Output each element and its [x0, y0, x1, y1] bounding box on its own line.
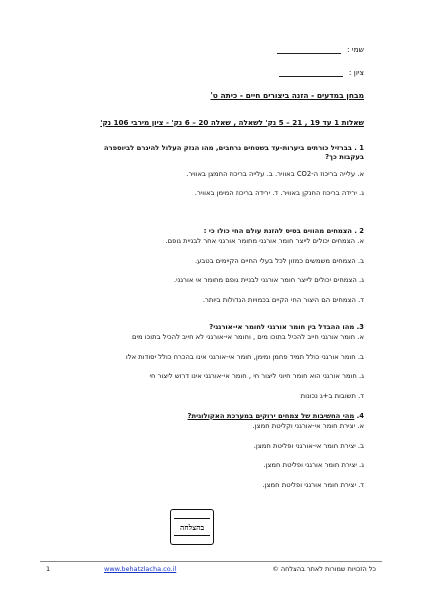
- question-4-option-b: ב. יצירת חומר אי-אורגני ופליטת חמצן.: [253, 442, 364, 450]
- grade-blank-line: [279, 68, 343, 77]
- page-title: מבחן במדעים - הזנה ביצורים חיים - כיתה ט': [210, 91, 364, 100]
- question-3-option-a: א. חומר אורגני חייב להכיל בתוכו מים , וחומר אי-אורגני לא חייב להכיל בתוכו מים: [132, 333, 364, 341]
- question-1-options-row2: ג. ירידה בריכוז החנקן באוויר. ד. ירידה בריכוז המימן באוויר.: [194, 189, 364, 197]
- logo-text: בהצלחה: [174, 518, 210, 536]
- question-1-options-row1: א. עלייה בריכוז ה-CO2 באוויר. ב. עלייה בריכוז החמצן באוויר.: [186, 170, 364, 178]
- question-3-stem: [40, 323, 364, 332]
- question-3-option-d: ד. תשובות ב+ג נכונות: [300, 392, 364, 400]
- footer-copyright: כל הזכויות שמורות לאתר בהצלחה ©: [272, 565, 376, 573]
- question-4-option-c: ג. יצירת חומר אורגני ופליטת חמצן.: [263, 461, 364, 469]
- question-3-text: 3. מהו ההבדל בין חומר אורגני לחומר אי-אורגני?: [209, 323, 364, 331]
- footer-website-link[interactable]: www.behatzlacha.co.il: [104, 565, 177, 573]
- behatzlacha-logo: [170, 509, 214, 545]
- question-2-stem: [40, 227, 364, 236]
- name-blank-line: [277, 45, 341, 54]
- question-3-option-b: ב. חומר אורגני כולל תמיד פחמן ומימן, חומר אי-אורגני אינו בהכרח כולל יסודות אלו: [125, 353, 364, 361]
- name-label: שמי :: [347, 45, 364, 54]
- question-1-stem: [40, 144, 364, 162]
- grade-label: ציון :: [348, 68, 364, 77]
- question-4-number: 4.: [354, 412, 364, 420]
- question-3-option-c: ג. חומר אורגני הוא חומר חיוני ליצור חי , חומר אי-אורגני אינו דרוש ליצור חי: [149, 372, 364, 380]
- question-2-option-c: ג. הצמחים יכולים לייצר חומר אורגני לבניית גופם מחומר אי אורגני.: [173, 276, 364, 284]
- question-4-text: מהי החשיבות של צמחים ירוקים במערכת האקולוגית?: [187, 412, 355, 420]
- grade-field: [279, 68, 364, 77]
- question-2-option-b: ב. הצמחים משמשים כמזון לכל בעלי החיים הקיימים בטבע.: [194, 257, 364, 265]
- footer-divider: [40, 561, 382, 562]
- question-4-option-a: א. יצירת חומר אי-אורגני וקליטת חמצן.: [252, 422, 364, 430]
- question-4-option-d: ד. יצירת חומר אורגני ופליטת חמצן.: [262, 481, 364, 489]
- question-1-text: 1 . בברזיל כורתים ביערות-עד בשטחים נרחבים, מהו הנזק העלול להיגרם לביוספרה: [103, 144, 364, 152]
- question-2-option-a: א. הצמחים יכולים לייצר חומר אורגני מחומר אורגני אחר לבניית גופם.: [165, 237, 364, 245]
- question-2-option-d: ד. הצמחים הם היצור החי הקיים בכמויות הגדולות ביותר.: [202, 296, 364, 304]
- page-number: 1: [46, 565, 51, 573]
- name-field: [277, 45, 364, 54]
- question-4-stem: [40, 412, 364, 421]
- question-1-text-cont: בעקבות כך?: [325, 153, 364, 161]
- question-2-text: 2 . הצמחים מהווים בסיס להזנת עולם החי כולו כי :: [203, 227, 364, 235]
- scoring-subtitle: שאלות 1 עד 19 , 21 – 5 נק' לשאלה , שאלה 20 – 6 נק' - ציון מירבי 106 נק': [100, 118, 364, 127]
